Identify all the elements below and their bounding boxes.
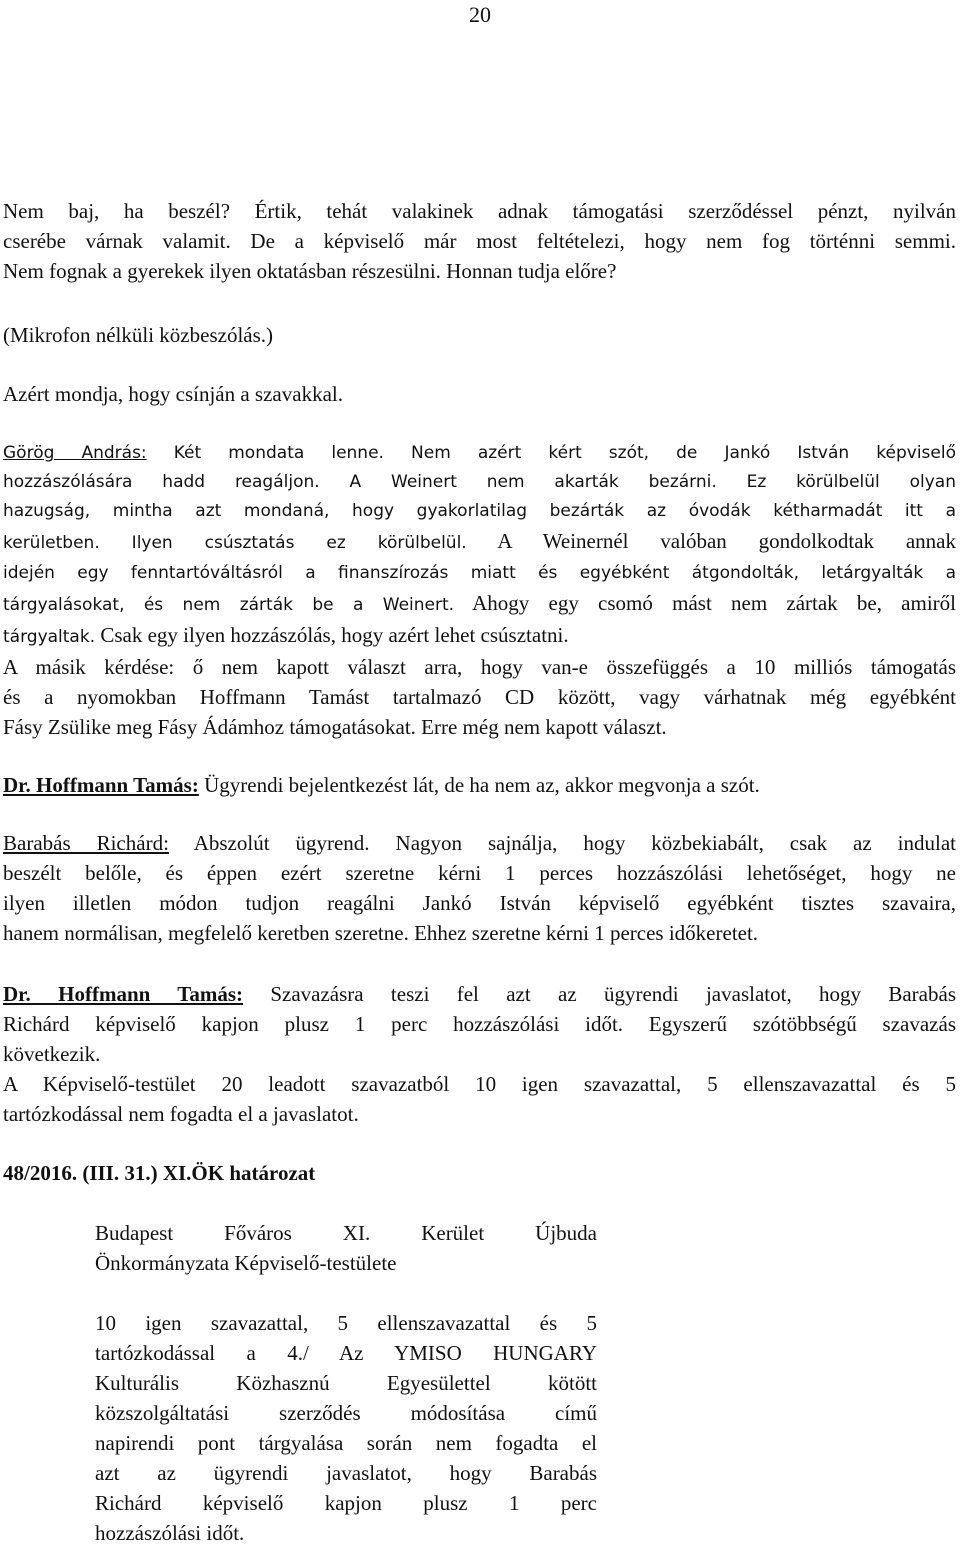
text-line: kerületben. Ilyen csúsztatás ez körülbelül. A Weinernél valóban gondolkodtak annak xyxy=(3,529,956,553)
text-line: Nem fognak a gyerekek ilyen oktatásban részesülni. Honnan tudja előre? xyxy=(3,259,617,283)
text-line: Richárd képviselő kapjon plusz 1 perc xyxy=(95,1491,597,1515)
speech-hoffmann-1 xyxy=(3,770,956,800)
text-line: Fásy Zsülike meg Fásy Ádámhoz támogatásokat. Erre még nem kapott választ. xyxy=(3,715,667,739)
text-line: Nem baj, ha beszél? Értik, tehát valakinek adnak támogatási szerződéssel pénzt, nyilván xyxy=(3,199,956,223)
text-line: Kulturális Közhasznú Egyesülettel kötött xyxy=(95,1371,597,1395)
text-line: tartózkodással a 4./ Az YMISO HUNGARY xyxy=(95,1341,597,1365)
vote-result xyxy=(3,1069,956,1129)
text-line: tartózkodással nem fogadta el a javaslatot. xyxy=(3,1102,359,1126)
text-line: Budapest Főváros XI. Kerület Újbuda xyxy=(95,1221,597,1245)
speaker-name: Görög András: xyxy=(3,443,147,463)
resolution-decision xyxy=(95,1308,597,1548)
text-line: Dr. Hoffmann Tamás: Ügyrendi bejelentkezést lát, de ha nem az, akkor megvonja a szót. xyxy=(3,773,760,797)
text-line: Barabás Richárd: Abszolút ügyrend. Nagyon sajnálja, hogy közbekiabált, csak az indulat xyxy=(3,831,956,855)
speaker-name: Dr. Hoffmann Tamás: xyxy=(3,982,243,1006)
text-line: hanem normálisan, megfelelő keretben szeretne. Ehhez szeretne kérni 1 perces időkeretet. xyxy=(3,921,759,945)
text-line: hozzászólási időt. xyxy=(95,1521,245,1545)
text-line: A Képviselő-testület 20 leadott szavazatból 10 igen szavazattal, 5 ellenszavazattal és 5 xyxy=(3,1072,956,1096)
text-line: beszélt belőle, és éppen ezért szeretne kérni 1 perces hozzászólási lehetőséget, hogy ne xyxy=(3,861,956,885)
speech-gorog xyxy=(3,438,956,742)
paragraph-intro xyxy=(3,196,956,286)
text-line: Önkormányzata Képviselő-testülete xyxy=(95,1251,397,1275)
speaker-name: Dr. Hoffmann Tamás: xyxy=(3,773,199,797)
speaker-name: Barabás Richárd: xyxy=(3,831,169,855)
text-line: tárgyaltak. Csak egy ilyen hozzászólás, hogy azért lehet csúsztatni. xyxy=(3,623,569,647)
text-line: Görög András: Két mondata lenne. Nem azért kért szót, de Jankó István képviselő xyxy=(3,443,956,463)
paragraph-caution: Azért mondja, hogy csínján a szavakkal. xyxy=(3,382,343,406)
text-line: közszolgáltatási szerződés módosítása című xyxy=(95,1401,597,1425)
text-line: idején egy fenntartóváltásról a finanszírozás miatt és egyébként átgondolták, letárgyalták a xyxy=(3,563,956,583)
text-line: azt az ügyrendi javaslatot, hogy Barabás xyxy=(95,1461,597,1485)
text-line: A másik kérdése: ő nem kapott választ arra, hogy van-e összefüggés a 10 milliós támogatás xyxy=(3,655,956,679)
speech-hoffmann-2 xyxy=(3,979,956,1069)
interjection-note: (Mikrofon nélküli közbeszólás.) xyxy=(3,323,274,347)
text-line: hazugság, mintha azt mondaná, hogy gyakorlatilag bezárták az óvodák kétharmadát itt a xyxy=(3,501,956,521)
resolution-body xyxy=(95,1218,597,1278)
text-line: Dr. Hoffmann Tamás: Szavazásra teszi fel azt az ügyrendi javaslatot, hogy Barabás xyxy=(3,982,956,1006)
text-line: következik. xyxy=(3,1042,101,1066)
text-line: ilyen illetlen módon tudjon reagálni Jankó István képviselő egyébként tisztes szavaira, xyxy=(3,891,956,915)
text-line: hozzászólására hadd reagáljon. A Weinert nem akarták bezárni. Ez körülbelül olyan xyxy=(3,472,956,492)
resolution-title: 48/2016. (III. 31.) XI.ÖK határozat xyxy=(3,1161,316,1185)
text-line: napirendi pont tárgyalása során nem fogadta el xyxy=(95,1431,597,1455)
text-line: cserébe várnak valamit. De a képviselő már most feltételezi, hogy nem fog történni semmi. xyxy=(3,229,956,253)
text-line: és a nyomokban Hoffmann Tamást tartalmazó CD között, vagy várhatnak még egyébként xyxy=(3,685,956,709)
speech-barabas xyxy=(3,828,956,948)
text-line: tárgyalásokat, és nem zárták be a Weinert. Ahogy egy csomó mást nem zártak be, amiről xyxy=(3,591,956,615)
text-line: 10 igen szavazattal, 5 ellenszavazattal és 5 xyxy=(95,1311,597,1335)
text-line: Richárd képviselő kapjon plusz 1 perc hozzászólási időt. Egyszerű szótöbbségű szavazás xyxy=(3,1012,956,1036)
page-number: 20 xyxy=(469,2,491,27)
